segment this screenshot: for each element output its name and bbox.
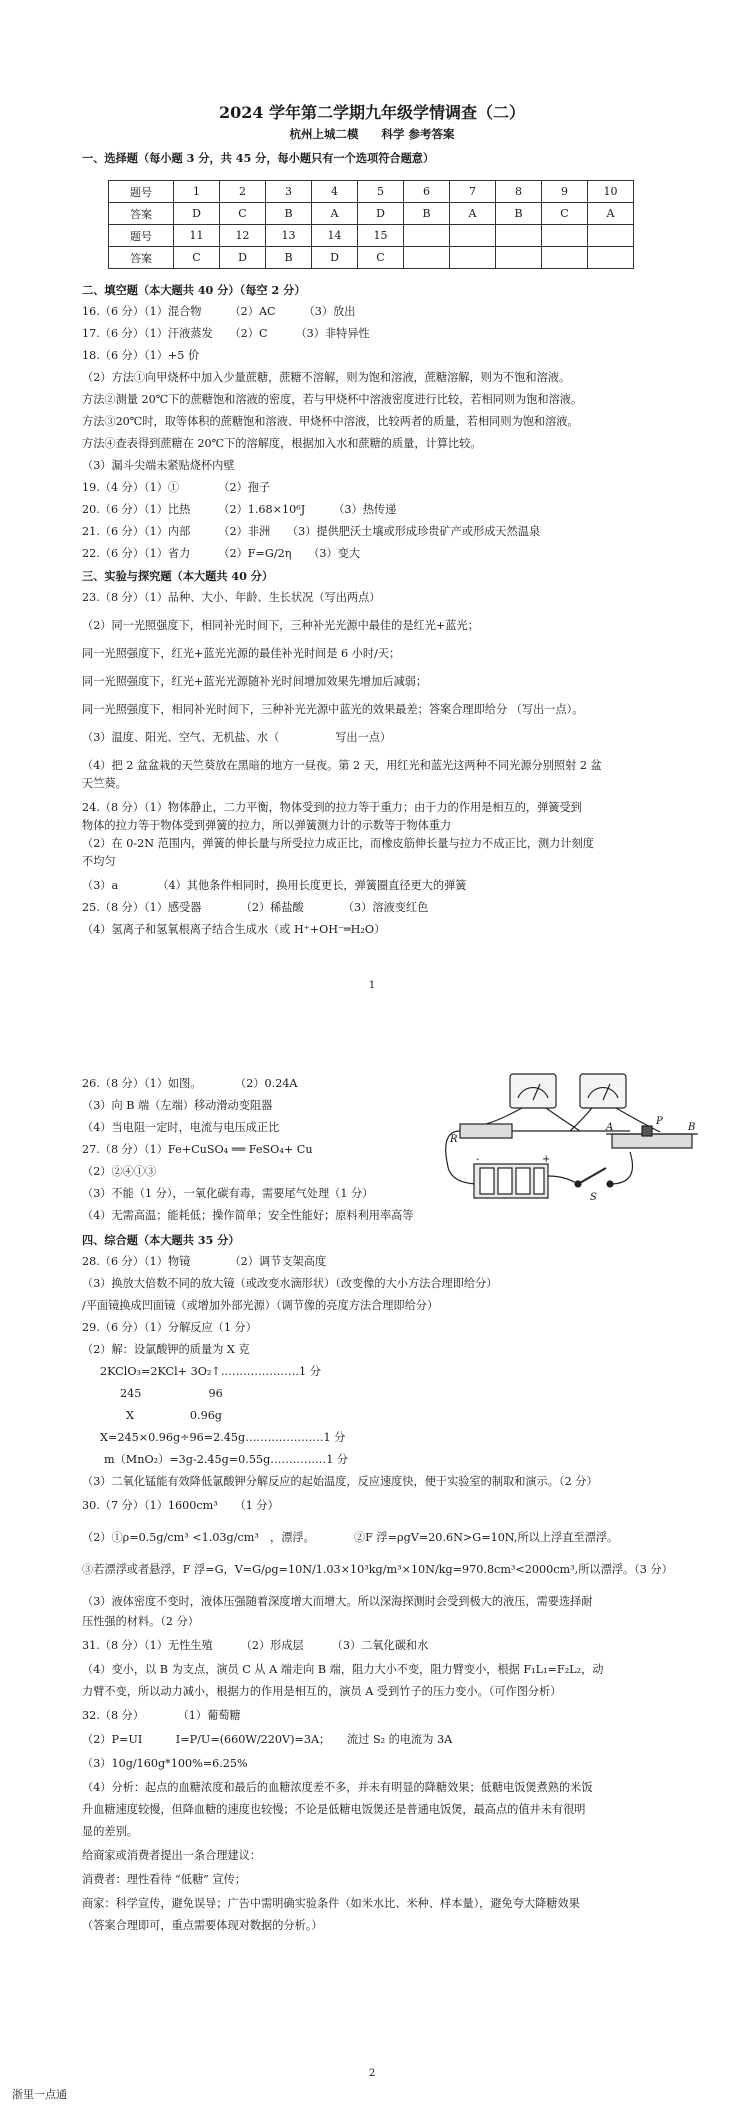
section-heading-comprehensive: 四、综合题（本大题共 35 分）: [82, 1233, 240, 1247]
answer-table-cell: 5: [358, 181, 404, 203]
label-b: B: [688, 1122, 696, 1133]
answer-table-cell: 15: [358, 225, 404, 247]
label-minus: -: [476, 1154, 480, 1165]
answer-table-cell: [588, 225, 634, 247]
answer-line: （4）分析：起点的血糖浓度和最后的血糖浓度差不多，并未有明显的降糖效果；低糖电饭煲煮熟的米饭: [82, 1781, 593, 1794]
answer-line: （3）二氧化锰能有效降低氯酸钾分解反应的起始温度，反应速度快，便于实验室的制取和演示。（2 分）: [82, 1475, 598, 1488]
answer-table-cell: [542, 247, 588, 269]
answer-line: 不均匀: [82, 855, 116, 868]
answer-line: 同一光照强度下，红光+蓝光光源的最佳补光时间是 6 小时/天；: [82, 647, 401, 660]
answer-line: 20.（6 分）（1）比热 （2）1.68×10⁶J （3）热传递: [82, 503, 397, 516]
answer-table-cell: [450, 247, 496, 269]
answer-line: /平面镜换成凹面镜（或增加外部光源）（调节像的亮度方法合理即给分）: [82, 1299, 439, 1312]
answer-table-cell: [496, 247, 542, 269]
answer-line: 27.（8 分）（1）Fe+CuSO₄ ══ FeSO₄+ Cu: [82, 1143, 313, 1156]
answer-table-cell: A: [588, 203, 634, 225]
answer-line: 同一光照强度下，相同补光时间下，三种补光光源中蓝光的效果最差；答案合理即给分 （写出一点）。: [82, 703, 584, 716]
answer-line: 32.（8 分） （1）葡萄糖: [82, 1709, 241, 1722]
answer-line: 18.（6 分）（1）+5 价: [82, 349, 200, 362]
answer-table-cell: 4: [312, 181, 358, 203]
answer-line: （3）向 B 端（左端）移动滑动变阻器: [82, 1099, 273, 1112]
answer-table-row: [109, 247, 634, 269]
answer-line: （2）解：设氯酸钾的质量为 X 克: [82, 1343, 250, 1356]
answer-line: 23.（8 分）（1）品种、大小、年龄、生长状况（写出两点）: [82, 591, 381, 604]
answer-table-cell: [450, 225, 496, 247]
answer-table-cell: A: [312, 203, 358, 225]
answer-line: 26.（8 分）（1）如图。 （2）0.24A: [82, 1077, 298, 1090]
answer-table-cell: 1: [174, 181, 220, 203]
page-2: [0, 1050, 744, 2104]
answer-table-cell: B: [404, 203, 450, 225]
answer-line: 方法③20℃时，取等体积的蔗糖饱和溶液、甲烧杯中溶液，比较两者的质量，若相同则为饱和溶液。: [82, 415, 579, 428]
answer-table-cell: D: [174, 203, 220, 225]
answer-line: （4）无需高温；能耗低；操作简单；安全性能好；原料利用率高等: [82, 1209, 414, 1222]
answer-line: 31.（8 分）（1）无性生殖 （2）形成层 （3）二氧化碳和水: [82, 1639, 429, 1652]
section-heading-choice: 一、选择题（每小题 3 分，共 45 分，每小题只有一个选项符合题意）: [82, 151, 435, 165]
answer-table-header-cell: 答案: [109, 203, 174, 225]
circuit-diagram: [430, 1072, 700, 1207]
answer-line: 21.（6 分）（1）内部 （2）非洲 （3）提供肥沃土壤或形成珍贵矿产或形成天然温泉: [82, 525, 541, 538]
answer-table-cell: 3: [266, 181, 312, 203]
answer-line: 22.（6 分）（1）省力 （2）F=G/2η （3）变大: [82, 547, 361, 560]
answer-table-cell: 11: [174, 225, 220, 247]
answer-table-cell: [542, 225, 588, 247]
equation-line: m（MnO₂）=3g-2.45g=0.55g……………1 分: [104, 1453, 349, 1466]
answer-line: （3）10g/160g*100%=6.25%: [82, 1757, 248, 1770]
document-subtitle: 杭州上城二模 科学 参考答案: [289, 127, 455, 141]
answer-table-cell: A: [450, 203, 496, 225]
answer-line: （2）P=UI I=P/U=(660W/220V)=3A； 流过 S₂ 的电流为 3A: [82, 1733, 453, 1746]
label-r: R: [450, 1134, 458, 1145]
answer-table-cell: C: [542, 203, 588, 225]
answer-line: （答案合理即可，重点需要体现对数据的分析。）: [82, 1919, 323, 1932]
answer-table-cell: [496, 225, 542, 247]
page-1: [0, 0, 744, 1050]
answer-table-cell: B: [266, 203, 312, 225]
equation-line: X=245×0.96g÷96=2.45g…………………1 分: [100, 1431, 346, 1444]
answer-table-cell: 14: [312, 225, 358, 247]
answer-line: 消费者：理性看待 “低糖” 宣传；: [82, 1873, 246, 1886]
answer-line: 19.（4 分）（1）① （2）孢子: [82, 481, 271, 494]
answer-table-cell: C: [358, 247, 404, 269]
answer-table-cell: 2: [220, 181, 266, 203]
answer-table-cell: D: [312, 247, 358, 269]
answer-line: 24.（8 分）（1）物体静止，二力平衡，物体受到的拉力等于重力；由于力的作用是相互的，弹簧受到: [82, 801, 582, 814]
answer-table-cell: 8: [496, 181, 542, 203]
answer-table-cell: 9: [542, 181, 588, 203]
answer-line: （3）液体密度不变时，液体压强随着深度增大而增大。所以深海探测时会受到极大的液压，需要选择耐: [82, 1595, 593, 1608]
answer-table-row: [109, 203, 634, 225]
answer-line: 25.（8 分）（1）感受器 （2）稀盐酸 （3）溶液变红色: [82, 901, 429, 914]
answer-table-row: [109, 181, 634, 203]
answer-line: 商家：科学宣传，避免误导；广告中需明确实验条件（如米水比、米种、样本量），避免夸大降糖效果: [82, 1897, 580, 1910]
source-footer: 浙里一点通: [12, 2088, 67, 2101]
document-title: 2024 学年第二学期九年级学情调查（二）: [218, 103, 526, 122]
answer-line: （3）漏斗尖端未紧贴烧杯内壁: [82, 459, 235, 472]
answer-table: [108, 180, 634, 269]
label-a: A: [606, 1122, 614, 1133]
answer-line: （4）氢离子和氢氧根离子结合生成水（或 H⁺+OH⁻═H₂O）: [82, 923, 386, 936]
answer-table-cell: 12: [220, 225, 266, 247]
answer-line: 给商家或消费者提出一条合理建议：: [82, 1849, 262, 1862]
answer-line: 力臂不变，所以动力减小，根据力的作用是相互的，演员 A 受到竹子的压力变小。（可作图分析）: [82, 1685, 562, 1698]
answer-table-cell: B: [266, 247, 312, 269]
answer-line: ③若漂浮或者悬浮，F 浮=G，V=G/ρg=10N/1.03×10³kg/m³×10N/kg=970.8cm³<2000cm³,所以漂浮。（3 分）: [82, 1563, 673, 1576]
answer-table-cell: D: [358, 203, 404, 225]
answer-line: （3）不能（1 分），一氧化碳有毒，需要尾气处理（1 分）: [82, 1187, 374, 1200]
label-s: S: [590, 1192, 597, 1203]
answer-line: 升血糖速度较慢，但降血糖的速度也较慢；不论是低糖电饭煲还是普通电饭煲，最高点的值并未有很明: [82, 1803, 586, 1816]
answer-line: （2）②④①③: [82, 1165, 157, 1178]
answer-line: （2）①ρ=0.5g/cm³ <1.03g/cm³ ，漂浮。 ②F 浮=ρgV=20.6N>G=10N,所以上浮直至漂浮。: [82, 1531, 619, 1544]
answer-line: （2）方法①向甲烧杯中加入少量蔗糖，蔗糖不溶解，则为饱和溶液，蔗糖溶解，则为不饱和溶液。: [82, 371, 571, 384]
answer-table-cell: C: [174, 247, 220, 269]
answer-table-cell: 6: [404, 181, 450, 203]
section-heading-experiment: 三、实验与探究题（本大题共 40 分）: [82, 569, 274, 583]
answer-table-header-cell: 题号: [109, 225, 174, 247]
answer-table-header-cell: 答案: [109, 247, 174, 269]
label-p: P: [656, 1116, 663, 1127]
answer-line: （4）变小，以 B 为支点，演员 C 从 A 端走向 B 端，阻力大小不变，阻力臂变小，根据 F₁L₁=F₂L₂，动: [82, 1663, 604, 1676]
answer-line: （2）在 0-2N 范围内，弹簧的伸长量与所受拉力成正比，而橡皮筋伸长量与拉力不成正比，测力计刻度: [82, 837, 594, 850]
equation-line: 245 96: [120, 1387, 223, 1400]
answer-table-cell: 10: [588, 181, 634, 203]
answer-line: （4）当电阻一定时，电流与电压成正比: [82, 1121, 280, 1134]
answer-line: 方法④查表得到蔗糖在 20℃下的溶解度，根据加入水和蔗糖的质量，计算比较。: [82, 437, 482, 450]
answer-line: 30.（7 分）（1）1600cm³ （1 分）: [82, 1499, 279, 1512]
answer-table-cell: [588, 247, 634, 269]
answer-line: 17.（6 分）（1）汗液蒸发 （2）C （3）非特异性: [82, 327, 370, 340]
answer-table-cell: C: [220, 203, 266, 225]
answer-line: 方法②测量 20℃下的蔗糖饱和溶液的密度，若与甲烧杯中溶液密度进行比较，若相同则为饱和溶液。: [82, 393, 583, 406]
answer-table-cell: D: [220, 247, 266, 269]
answer-line: （3）温度、阳光、空气、无机盐、水（ 写出一点）: [82, 731, 392, 744]
answer-table-row: [109, 225, 634, 247]
answer-line: 同一光照强度下，红光+蓝光光源随补光时间增加效果先增加后减弱；: [82, 675, 428, 688]
answer-line: 28.（6 分）（1）物镜 （2）调节支架高度: [82, 1255, 327, 1268]
answer-table-cell: B: [496, 203, 542, 225]
answer-line: 29.（6 分）（1）分解反应（1 分）: [82, 1321, 257, 1334]
answer-line: 物体的拉力等于物体受到弹簧的拉力，所以弹簧测力计的示数等于物体重力: [82, 819, 452, 832]
answer-table-cell: [404, 247, 450, 269]
answer-table-cell: 13: [266, 225, 312, 247]
label-plus: +: [542, 1154, 551, 1165]
answer-table-header-cell: 题号: [109, 181, 174, 203]
section-heading-fill: 二、填空题（本大题共 40 分）（每空 2 分）: [82, 283, 306, 297]
answer-line: 16.（6 分）（1）混合物 （2）AC （3）放出: [82, 305, 356, 318]
answer-table-cell: [404, 225, 450, 247]
answer-line: 显的差别。: [82, 1825, 138, 1838]
page-number: 1: [368, 980, 376, 991]
answer-table-cell: 7: [450, 181, 496, 203]
page-number: 2: [368, 2068, 376, 2079]
answer-line: （4）把 2 盆盆栽的天竺葵放在黑暗的地方一昼夜。第 2 天，用红光和蓝光这两种不同光源分别照射 2 盆: [82, 759, 602, 772]
answer-line: （3）换放大倍数不同的放大镜（或改变水滴形状）（改变像的大小方法合理即给分）: [82, 1277, 498, 1290]
equation-line: 2KClO₃=2KCl+ 3O₂↑…………………1 分: [100, 1365, 321, 1378]
answer-line: 天竺葵。: [82, 777, 127, 790]
answer-line: （2）同一光照强度下，相同补光时间下，三种补光光源中最佳的是红光+蓝光；: [82, 619, 479, 632]
equation-line: X 0.96g: [126, 1409, 222, 1422]
answer-line: 压性强的材料。（2 分）: [82, 1615, 199, 1628]
answer-line: （3）a （4）其他条件相同时，换用长度更长，弹簧圈直径更大的弹簧: [82, 879, 467, 892]
